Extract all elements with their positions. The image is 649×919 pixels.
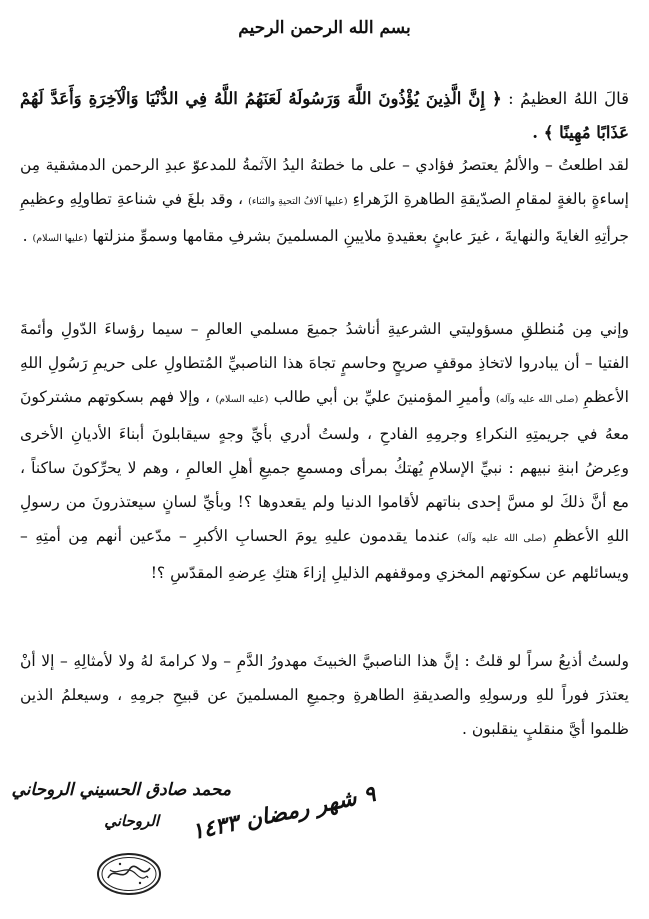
seal-stamp-icon: [96, 852, 162, 896]
quran-quote: [20, 82, 629, 150]
paragraph-2-text-c: ، وإلا فهم بسكوتهم مشتركونَ معهُ في جريمتِهِ النكراءِ وجرمِهِ الفادحِ ، ولستُ أدري بأيِّ وجهٍ سيقابلونَ أبناءَ الأديانِ الأخرى وعِرضُ ابنةِ نبيهم : نبيِّ الإسلامِ يُهتكُ بمرأى ومسمعِ جميعِ أهلِ العالمِ ، وهم لا يحرِّكونَ ساكناً ، مع أنَّ ذلكَ لو مسَّ إحدى بناتهم لأقاموا الدنيا ولم يقعدوها ؟! وبأيِّ لسانٍ سيعتذرونَ من رسولِ اللهِ الأعظمِ: [20, 388, 629, 545]
paragraph-1: [20, 148, 629, 256]
signature-date: ٩ شهر رمضان ١٤٣٣: [189, 780, 378, 846]
paragraph-2-text-d: عندما يقدمون عليهِ يومَ الحسابِ الأكبرِ – مدّعين أنهم مِن أمتِهِ – ويسائلهم عن سكوتهم المخزي وموقفهم الذليلِ إزاءَ هتكِ عِرضهِ المقدّسِ ؟!: [20, 527, 629, 582]
quote-verse: ﴿ إِنَّ الَّذِينَ يُؤْذُونَ اللَّهَ وَرَسُولَهُ لَعَنَهُمُ اللَّهُ فِي الدُّنْيَا وَالْآخِرَةِ وَأَعَدَّ لَهُمْ عَذَابًا مُهِينًا ﴾ .: [20, 89, 629, 142]
honorific: (صلى الله عليه وآله): [495, 394, 579, 405]
honorific: (صلى الله عليه وآله): [457, 533, 547, 544]
paragraph-1-text-c: .: [22, 227, 28, 245]
paragraph-1-text-b: ، وقد بلغَ في شناعةِ تطاولِهِ وعظيمِ جرأتِهِ الغايةَ والنهايةَ ، غيرَ عابئٍ بعقيدةِ ملايينِ المسلمينَ بشرفِ مقامها وسموِّ منزلتها: [20, 190, 629, 245]
signature-name: محمد صادق الحسيني الروحاني: [11, 780, 231, 800]
honorific: (عليها آلافُ التحيةِ والثناء): [248, 196, 348, 207]
honorific: (عليه السلام): [215, 394, 269, 405]
paragraph-3: ولستُ أذيعُ سراً لو قلتُ : إنَّ هذا الناصبيَّ الخبيثَ مهدورُ الدَّمِ – ولا كرامةَ لهُ ولا لأمثالِهِ – إلا أنْ يعتذرَ فوراً للهِ ورسولِهِ والصديقةِ الطاهرةِ وجميعِ المسلمينَ عن قبيحِ جرمِهِ ، وسيعلمُ الذين ظلموا أيَّ منقلبٍ ينقلبون .: [20, 652, 629, 738]
paragraph-2: [20, 312, 629, 590]
quote-intro: قالَ اللهُ العظيمُ :: [508, 89, 630, 108]
paragraph-2-text-b: وأميرِ المؤمنينَ عليِّ بن أبي طالب: [273, 388, 491, 406]
basmala-heading: بسم الله الرحمن الرحيم: [238, 18, 411, 38]
paragraph-2-text-a: وإني مِن مُنطلقِ مسؤوليتي الشرعيةِ أناشدُ جميعَ مسلمي العالمِ – سيما رؤساءَ الدّولِ وأئمةَ الفتيا – أن يبادروا لاتخاذِ موقفٍ صريحٍ وحاسمٍ تجاهَ هذا الناصبيِّ المُتطاولِ على حريمِ رَسُولِ اللهِ الأعظمِ: [20, 320, 629, 406]
signature-handwritten: الروحاني: [104, 812, 159, 830]
honorific: (عليها السلام): [32, 233, 88, 244]
paragraph-1-text-a: لقد اطلعتُ – والألمُ يعتصرُ فؤادي – على ما خطتهُ اليدُ الآثمةُ للمدعوّ عبدِ الرحمن الدمشقية مِن إساءةٍ بالغةٍ لمقامِ الصدّيقةِ الطاهرةِ الزَهراءِ: [20, 156, 629, 208]
